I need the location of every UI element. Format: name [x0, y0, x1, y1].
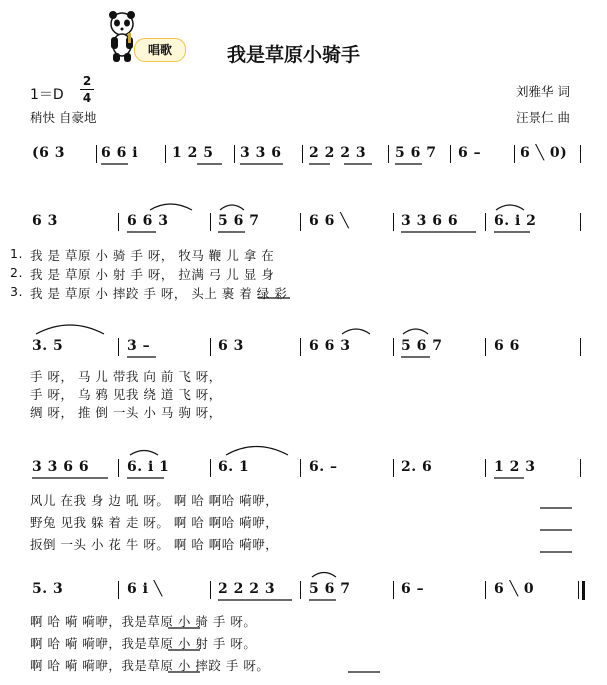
- verse-marker: 3.: [10, 284, 23, 299]
- note-bar: 3 –: [127, 338, 151, 354]
- barline: [302, 145, 303, 163]
- intro-bar-3: 1 2 5: [172, 145, 214, 161]
- note-bar: 3 3 6 6: [401, 213, 459, 229]
- note-bar: 5 6 7: [309, 581, 351, 597]
- barline: [393, 213, 394, 231]
- lyric-line: 啊 哈 嗬 嗬咿，我是草原 小 骑 手 呀。: [30, 614, 257, 629]
- song-title: 我是草原小骑手: [227, 44, 361, 66]
- lyric-line: 我 是 草原 小 摔跤 手 呀， 头上 裹 着 绿 彩: [30, 286, 288, 301]
- barline: [580, 213, 581, 231]
- intro-bar-8: 6 ╲ 0): [520, 145, 568, 161]
- lyricist-credit: 刘雅华 词: [516, 84, 570, 99]
- lyric-line: 手 呀， 乌 鸦 见我 绕 道 飞 呀，: [30, 387, 222, 402]
- tempo-marking: 稍快 自豪地: [30, 110, 97, 125]
- intro-row: [0, 145, 607, 165]
- barline: [485, 213, 486, 231]
- barline: [118, 459, 119, 477]
- system-4-notes: [0, 581, 607, 601]
- barline: [300, 459, 301, 477]
- barline: [450, 145, 451, 163]
- barline: [388, 145, 389, 163]
- final-barline-thin: [578, 581, 579, 599]
- note-bar: 3. 5: [32, 338, 64, 354]
- barline: [96, 145, 97, 163]
- barline: [393, 338, 394, 356]
- barline: [300, 213, 301, 231]
- barline: [485, 338, 486, 356]
- note-bar: 6 –: [401, 581, 425, 597]
- barline: [210, 459, 211, 477]
- lyric-line: 啊 哈 嗬 嗬咿，我是草原 小 射 手 呀。: [30, 636, 257, 651]
- slur: [226, 447, 288, 456]
- note-bar: 6. i 1: [127, 459, 170, 475]
- note-bar: 6 6 3: [309, 338, 351, 354]
- barline: [210, 338, 211, 356]
- barline: [210, 213, 211, 231]
- time-signature: [80, 74, 94, 105]
- barline: [118, 581, 119, 599]
- slur: [220, 205, 244, 210]
- slur: [342, 329, 370, 334]
- system-2-notes: [0, 338, 607, 358]
- lyric-line: 手 呀， 马 儿 带我 向 前 飞 呀，: [30, 369, 222, 384]
- lyric-line: 我 是 草原 小 骑 手 呀， 牧马 鞭 儿 拿 在: [30, 248, 275, 263]
- barline: [300, 338, 301, 356]
- note-bar: 5 6 7: [218, 213, 260, 229]
- note-bar: 6. 1: [218, 459, 250, 475]
- composer-credit: 汪景仁 曲: [516, 110, 570, 125]
- barline: [393, 581, 394, 599]
- barline: [485, 459, 486, 477]
- lyric-line: 我 是 草原 小 射 手 呀， 拉满 弓 儿 显 身: [30, 267, 275, 282]
- time-signature-bottom: 4: [82, 91, 92, 105]
- barline: [210, 581, 211, 599]
- intro-bar-2: 6 6 i: [101, 145, 139, 161]
- system-3-notes: [0, 459, 607, 479]
- barline: [580, 459, 581, 477]
- note-bar: 2. 6: [401, 459, 433, 475]
- slur: [496, 205, 524, 210]
- barline: [485, 581, 486, 599]
- barline: [118, 213, 119, 231]
- note-bar: 6 6 ╲: [309, 213, 350, 229]
- note-bar: 5 6 7: [401, 338, 443, 354]
- intro-bar-4: 3 3 6: [240, 145, 282, 161]
- lyric-line: 风儿 在我 身 边 吼 呀。 啊 哈 啊哈 嗬咿，: [30, 493, 279, 508]
- note-bar: 6 6: [494, 338, 520, 354]
- lyric-line: 绸 呀， 推 倒 一头 小 马 驹 呀，: [30, 405, 222, 420]
- note-bar: 6. i 2: [494, 213, 537, 229]
- note-bar: 5. 3: [32, 581, 64, 597]
- barline: [514, 145, 515, 163]
- note-bar: 6 3: [218, 338, 244, 354]
- note-bar: 6 i ╲: [127, 581, 163, 597]
- singing-badge: 唱歌: [134, 38, 186, 62]
- note-bar: 6 3: [32, 213, 58, 229]
- lyric-line: 扳倒 一头 小 花 牛 呀。 啊 哈 啊哈 嗬咿，: [30, 537, 279, 552]
- verse-marker: 2.: [10, 265, 23, 280]
- barline: [234, 145, 235, 163]
- note-bar: 6 ╲ 0: [494, 581, 535, 597]
- slur: [403, 329, 428, 334]
- barline: [165, 145, 166, 163]
- time-signature-top: 2: [82, 74, 92, 88]
- lyric-line: 啊 哈 嗬 嗬咿，我是草原 小 摔跤 手 呀。: [30, 658, 270, 673]
- note-bar: 3 3 6 6: [32, 459, 90, 475]
- slur: [36, 325, 104, 334]
- intro-bar-5: 2 2 2 3: [309, 145, 367, 161]
- slur: [130, 451, 158, 456]
- barline: [393, 459, 394, 477]
- intro-bar-6: 5 6 7: [395, 145, 437, 161]
- barline: [580, 145, 581, 163]
- note-bar: 6 6 3: [127, 213, 169, 229]
- key-signature: 1＝D: [30, 87, 64, 103]
- note-bar: 6. –: [309, 459, 338, 475]
- final-barline-thick: [582, 581, 585, 600]
- intro-bar-1: (6 3: [32, 145, 65, 161]
- barline: [300, 581, 301, 599]
- barline: [118, 338, 119, 356]
- system-1-notes: [0, 213, 607, 233]
- intro-bar-7: 6 –: [458, 145, 482, 161]
- note-bar: 2 2 2 3: [218, 581, 276, 597]
- slur: [312, 573, 336, 578]
- verse-marker: 1.: [10, 246, 23, 261]
- note-bar: 1 2 3: [494, 459, 536, 475]
- barline: [580, 338, 581, 356]
- slur: [150, 204, 192, 210]
- lyric-line: 野兔 见我 躲 着 走 呀。 啊 哈 啊哈 嗬咿，: [30, 515, 279, 530]
